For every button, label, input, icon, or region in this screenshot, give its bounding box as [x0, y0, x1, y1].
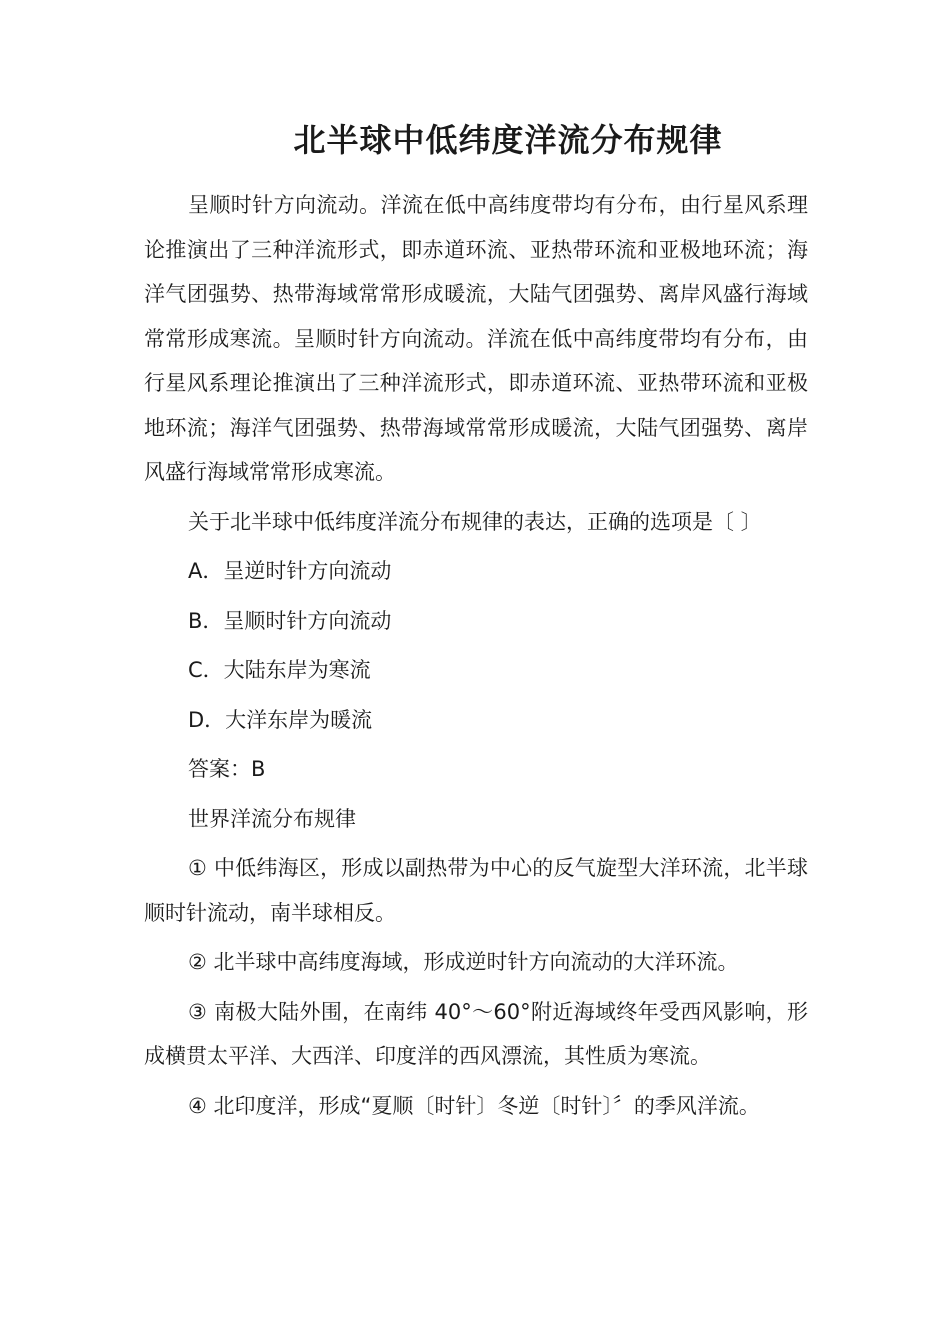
document-body [144, 183, 808, 1133]
rule-3-paragraph: ③ 南极大陆外围，在南纬 40°～60°附近海域终年受西风影响，形成横贯太平洋、大西洋、印度洋的西风漂流，其性质为寒流。 [144, 999, 808, 1068]
option-c: C．大陆东岸为寒流 [188, 658, 371, 682]
document-title: 北半球中低纬度洋流分布规律 [293, 121, 723, 159]
question-text: 关于北半球中低纬度洋流分布规律的表达，正确的选项是〔 〕 [188, 509, 762, 534]
rule-4-paragraph: ④ 北印度洋，形成“夏顺〔时针〕冬逆〔时针〕〞的季风洋流。 [188, 1093, 760, 1118]
section-heading: 世界洋流分布规律 [188, 806, 356, 831]
option-b: B．呈顺时针方向流动 [188, 608, 392, 633]
rule-1-paragraph: ① 中低纬海区，形成以副热带为中心的反气旋型大洋环流，北半球顺时针流动，南半球相反。 [144, 856, 808, 925]
intro-paragraph: 呈顺时针方向流动。洋流在低中高纬度带均有分布，由行星风系理论推演出了三种洋流形式，即赤道环流、亚热带环流和亚极地环流；海洋气团强势、热带海域常常形成暖流，大陆气团强势、离岸风盛行海域常常形成寒流。呈顺时针方向流动。洋流在低中高纬度带均有分布，由行星风系理论推演出了三种洋流形式，即赤道环流、亚热带环流和亚极地环流；海洋气团强势、热带海域常常形成暖流，大陆气团强势、离岸风盛行海域常常形成寒流。 [144, 193, 808, 484]
option-a: A．呈逆时针方向流动 [188, 559, 392, 583]
rule-2-paragraph: ② 北半球中高纬度海域，形成逆时针方向流动的大洋环流。 [188, 950, 739, 974]
answer-text: 答案：B [188, 757, 266, 781]
option-d: D．大洋东岸为暖流 [188, 707, 373, 732]
